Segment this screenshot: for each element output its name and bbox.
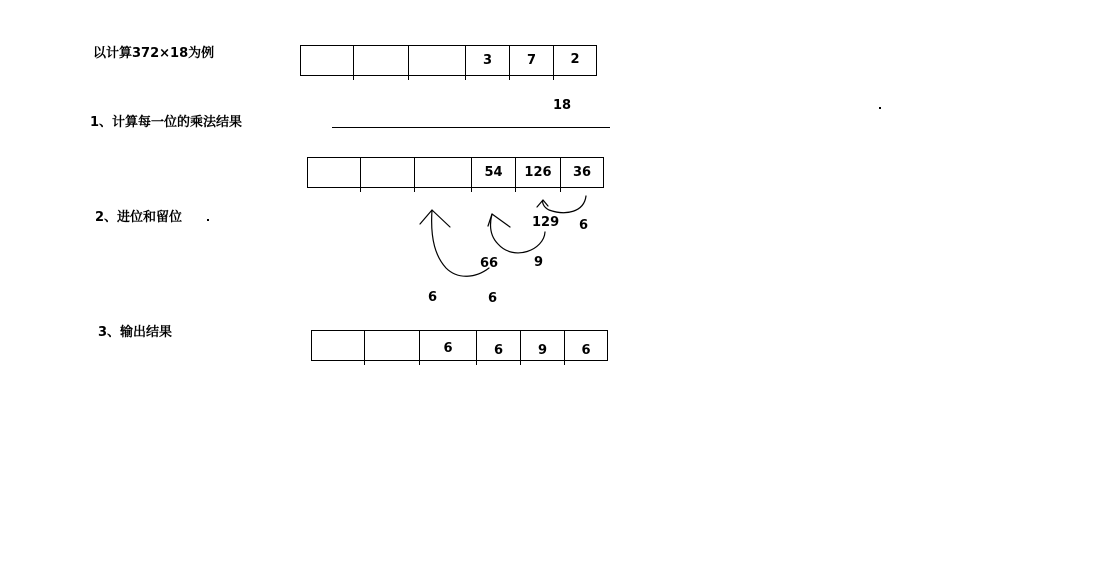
output-cell bbox=[312, 331, 364, 360]
output-cell: 6 bbox=[564, 331, 607, 360]
stray-dot bbox=[207, 219, 209, 221]
output-cell bbox=[364, 331, 419, 360]
page-title: 以计算372×18为例 bbox=[93, 46, 215, 61]
output-cell: 6 bbox=[419, 331, 476, 360]
partial-products-row bbox=[307, 157, 604, 188]
carry-arrow-1 bbox=[543, 196, 586, 213]
multiplicand-cell: 2 bbox=[553, 46, 596, 75]
multiplicand-cell bbox=[408, 46, 465, 75]
keep-digit: 6 bbox=[488, 291, 498, 306]
carry-arrow-3-head bbox=[420, 210, 450, 227]
step3-label: 3、输出结果 bbox=[98, 325, 173, 340]
partial-product-cell: 36 bbox=[560, 158, 603, 187]
partial-product-cell bbox=[360, 158, 414, 187]
carry-value: 66 bbox=[480, 256, 499, 271]
keep-digit: 6 bbox=[428, 290, 438, 305]
carry-arrow-2-head bbox=[488, 214, 510, 227]
output-cell: 6 bbox=[476, 331, 520, 360]
carry-value: 129 bbox=[532, 215, 560, 230]
step1-label: 1、计算每一位的乘法结果 bbox=[90, 115, 243, 130]
output-cell: 9 bbox=[520, 331, 564, 360]
multiplicand-row bbox=[300, 45, 597, 76]
keep-digit: 6 bbox=[579, 218, 589, 233]
partial-product-cell: 54 bbox=[471, 158, 515, 187]
stray-dot bbox=[879, 107, 881, 109]
carry-arrow-1-head bbox=[537, 200, 548, 207]
multiplicand-cell: 7 bbox=[509, 46, 553, 75]
partial-product-cell: 126 bbox=[515, 158, 560, 187]
step2-label: 2、进位和留位 bbox=[95, 210, 183, 225]
multiplication-line bbox=[332, 127, 610, 128]
partial-product-cell bbox=[308, 158, 360, 187]
multiplicand-cell bbox=[353, 46, 408, 75]
output-row bbox=[311, 330, 608, 361]
keep-digit: 9 bbox=[534, 255, 544, 270]
multiplicand-cell bbox=[301, 46, 353, 75]
multiplier: 18 bbox=[553, 98, 572, 113]
multiplicand-cell: 3 bbox=[465, 46, 509, 75]
partial-product-cell bbox=[414, 158, 471, 187]
